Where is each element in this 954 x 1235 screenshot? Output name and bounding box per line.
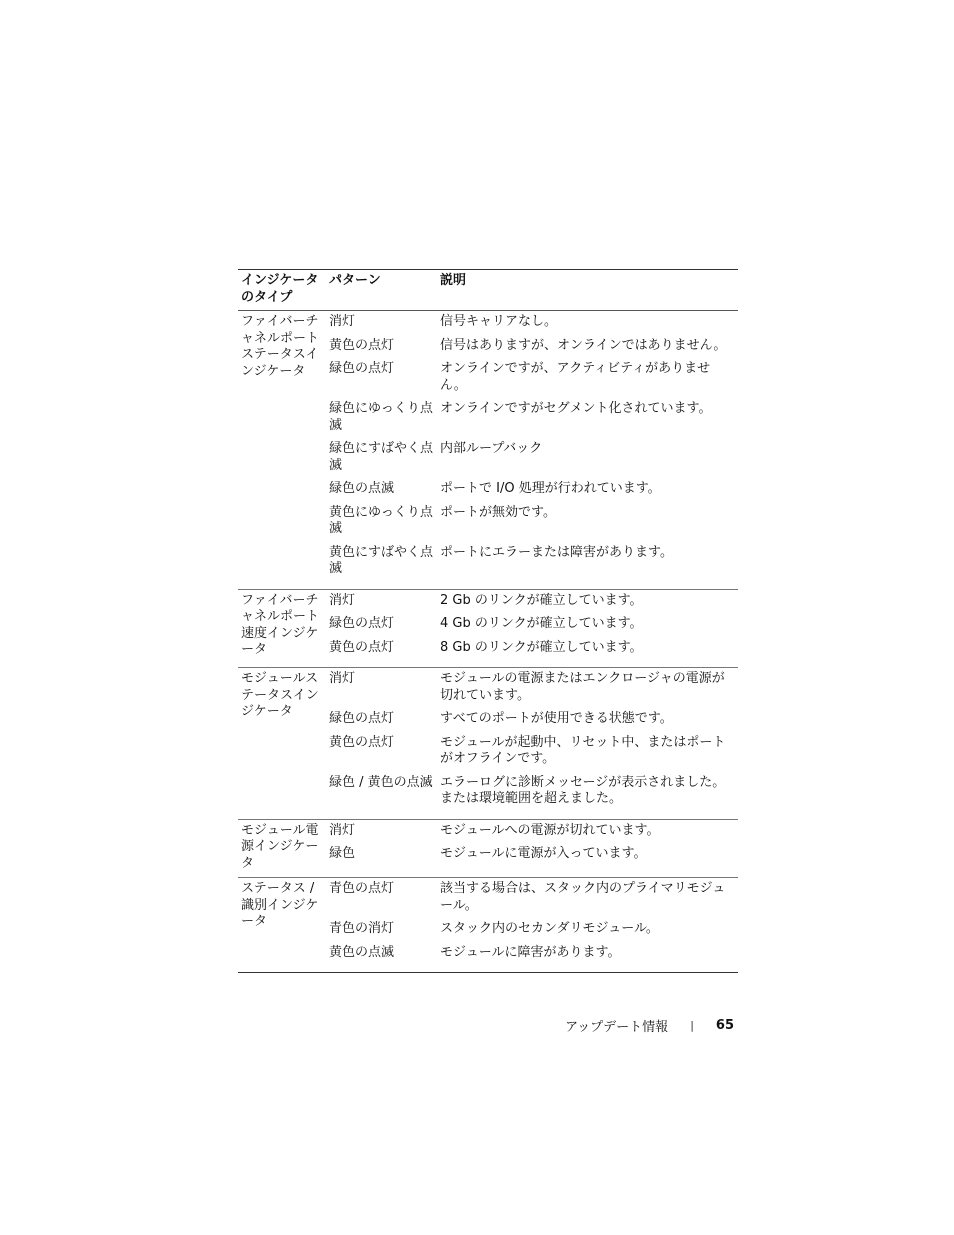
footer-separator: | — [690, 1019, 694, 1032]
table-row — [329, 480, 738, 504]
table-body — [238, 311, 738, 972]
indicator-group — [238, 668, 738, 820]
description-cell: ポートで I/O 処理が行われています。 — [440, 481, 661, 496]
table-row — [329, 440, 738, 480]
indicator-type-cell: ファイバーチャネルポートステータスインジケータ — [241, 314, 320, 379]
pattern-cell: 青色の消灯 — [329, 921, 395, 936]
table-row — [329, 734, 738, 774]
description-cell: ポートにエラーまたは障害があります。 — [440, 544, 673, 560]
pattern-cell: 緑色にゆっくり点滅 — [329, 401, 433, 433]
pattern-cell: 黄色の点灯 — [329, 734, 395, 750]
table-row — [329, 360, 738, 400]
table-row — [329, 639, 738, 663]
page-footer — [565, 1016, 734, 1035]
description-cell: 内部ループバック — [440, 441, 543, 456]
header-indicator-type: インジケータのタイプ — [241, 273, 319, 305]
header-pattern: パターン — [329, 273, 381, 288]
table-row — [329, 710, 738, 734]
table-row — [329, 544, 738, 584]
description-cell: モジュールに障害があります。 — [440, 944, 621, 960]
description-cell: 8 Gb のリンクが確立しています。 — [440, 639, 643, 655]
table-row — [329, 615, 738, 639]
table-row — [329, 313, 738, 337]
indicator-group — [238, 311, 738, 590]
indicator-type-cell: ステータス / 識別インジケータ — [241, 881, 319, 929]
pattern-cell: 消灯 — [329, 822, 356, 838]
pattern-cell: 緑色の点滅 — [329, 481, 395, 496]
pattern-cell: 緑色 — [329, 846, 356, 861]
table-row — [329, 504, 738, 544]
pattern-cell: 黄色の点灯 — [329, 337, 395, 353]
pattern-cell: 緑色の点灯 — [329, 711, 395, 726]
description-cell: モジュールへの電源が切れています。 — [440, 822, 660, 838]
pattern-cell: 緑色にすばやく点滅 — [329, 441, 434, 473]
table-row — [329, 822, 738, 846]
pattern-cell: 黄色の点灯 — [329, 639, 395, 655]
page-number: 65 — [715, 1018, 734, 1033]
description-cell: 2 Gb のリンクが確立しています。 — [440, 592, 643, 608]
table-row — [329, 670, 738, 710]
description-cell: 該当する場合は、スタック内のプライマリモジュール。 — [440, 881, 726, 913]
indicator-type-cell: モジュールステータスインジケータ — [241, 671, 319, 719]
table-row — [329, 592, 738, 616]
pattern-cell: 青色の点灯 — [329, 881, 395, 896]
table-header — [238, 270, 738, 311]
table-row — [329, 337, 738, 361]
pattern-cell: 黄色の点滅 — [329, 944, 395, 960]
description-cell: モジュールに電源が入っています。 — [440, 846, 647, 861]
table-row — [329, 845, 738, 869]
indicator-type-cell: モジュール電源インジケータ — [241, 822, 319, 871]
indicator-group — [238, 820, 738, 879]
pattern-cell: 黄色にゆっくり点滅 — [329, 504, 433, 536]
pattern-cell: 消灯 — [329, 314, 356, 329]
table-row — [329, 880, 738, 920]
footer-section-title: アップデート情報 — [565, 1020, 669, 1035]
description-cell: スタック内のセカンダリモジュール。 — [440, 921, 659, 936]
description-cell: エラーログに診断メッセージが表示されました。または環境範囲を超えました。 — [440, 774, 726, 806]
indicator-table — [238, 269, 738, 973]
description-cell: 信号キャリアなし。 — [440, 314, 558, 329]
pattern-cell: 緑色の点灯 — [329, 616, 395, 631]
description-cell: オンラインですがセグメント化されています。 — [440, 401, 712, 416]
description-cell: すべてのポートが使用できる状態です。 — [440, 711, 673, 726]
table-row — [329, 400, 738, 440]
indicator-group — [238, 878, 738, 972]
pattern-cell: 消灯 — [329, 592, 356, 608]
indicator-type-cell: ファイバーチャネルポート速度インジケータ — [241, 592, 320, 657]
description-cell: モジュールが起動中、リセット中、またはポートがオフラインです。 — [440, 734, 726, 766]
indicator-group — [238, 590, 738, 669]
description-cell: 4 Gb のリンクが確立しています。 — [440, 616, 643, 631]
header-description: 説明 — [440, 273, 467, 288]
pattern-cell: 黄色にすばやく点滅 — [329, 544, 434, 576]
description-cell: オンラインですが、アクティビティがありません。 — [440, 361, 711, 393]
table-row — [329, 944, 738, 968]
table-row — [329, 774, 738, 814]
description-cell: ポートが無効です。 — [440, 504, 556, 520]
description-cell: 信号はありますが、オンラインではありません。 — [440, 337, 727, 353]
pattern-cell: 消灯 — [329, 671, 356, 686]
pattern-cell: 緑色の点灯 — [329, 361, 395, 376]
table-row — [329, 920, 738, 944]
pattern-cell: 緑色 / 黄色の点滅 — [329, 774, 433, 790]
description-cell: モジュールの電源またはエンクロージャの電源が切れています。 — [440, 671, 725, 703]
